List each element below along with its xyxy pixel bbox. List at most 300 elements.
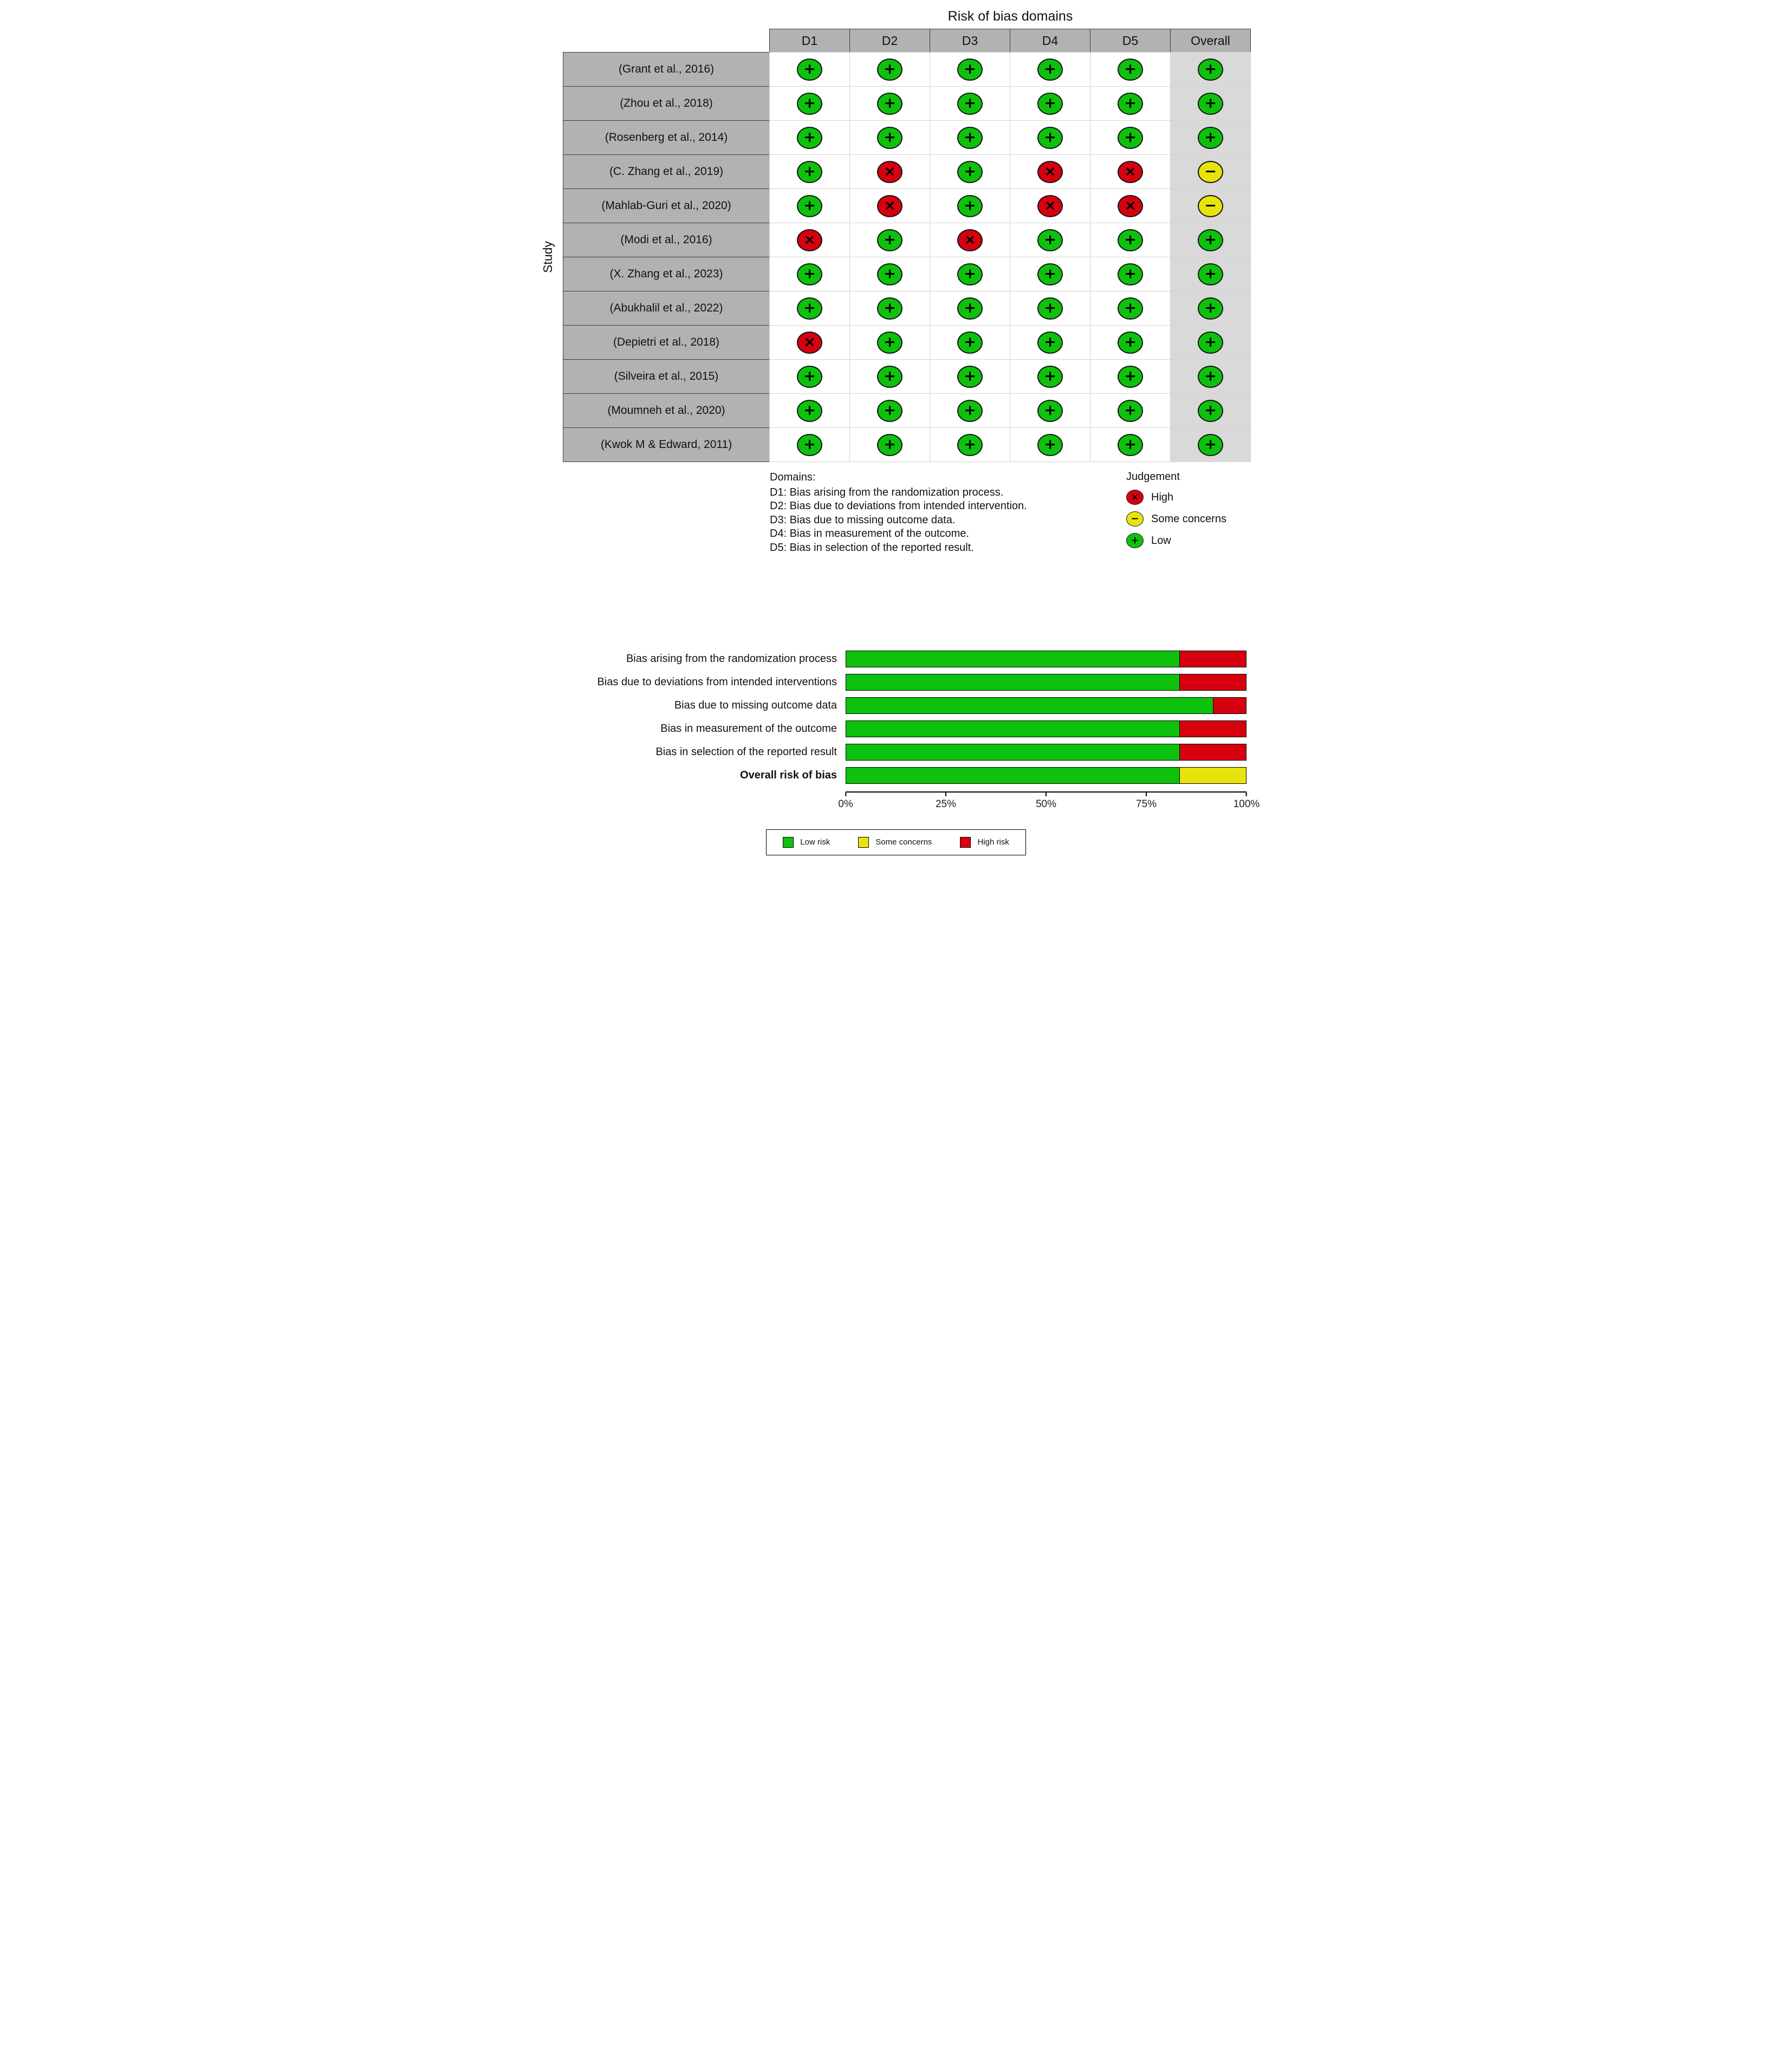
judgement-cell-d4	[1010, 393, 1090, 428]
judgement-symbol: +	[884, 94, 896, 112]
judgement-symbol: +	[1044, 265, 1056, 282]
judgement-symbol: ×	[1124, 163, 1137, 180]
judgement-cell-d2	[849, 86, 930, 121]
judgement-symbol: +	[964, 265, 976, 282]
tick-mark	[1146, 793, 1147, 796]
judgement-low-icon	[1198, 59, 1223, 81]
study-label: (Silveira et al., 2015)	[563, 359, 770, 394]
judgement-low-icon	[1037, 93, 1063, 115]
judgement-cell-overall	[1170, 189, 1251, 223]
judgement-symbol: +	[884, 333, 896, 350]
judgement-cell-d3	[930, 86, 1010, 121]
study-label: (Modi et al., 2016)	[563, 223, 770, 257]
judgement-symbol: +	[1204, 128, 1217, 146]
judgement-symbol: +	[803, 60, 816, 77]
judgement-symbol: +	[1124, 299, 1137, 316]
judgement-cell-d1	[769, 427, 850, 462]
judgement-low-icon	[797, 59, 822, 81]
bar-row-bias-due-to-missing-outcome-data	[536, 694, 1256, 717]
judgement-cell-d3	[930, 189, 1010, 223]
judgement-symbol: ×	[964, 231, 976, 248]
domain-definition: D3: Bias due to missing outcome data.	[770, 514, 956, 526]
stacked-bar	[846, 697, 1246, 714]
judgement-cell-d4	[1010, 291, 1090, 326]
judgement-cell-d1	[769, 154, 850, 189]
judgement-symbol: +	[1204, 401, 1217, 419]
study-label: (Mahlab-Guri et al., 2020)	[563, 189, 770, 223]
judgement-cell-overall	[1170, 52, 1251, 87]
judgement-legend	[1126, 471, 1251, 555]
judgement-symbol: ×	[884, 163, 896, 180]
judgement-cell-d4	[1010, 257, 1090, 291]
judgement-cell-overall	[1170, 427, 1251, 462]
judgement-symbol: +	[1204, 333, 1217, 350]
judgement-cell-overall	[1170, 86, 1251, 121]
legend-item-high-risk	[960, 837, 1009, 848]
judgement-symbol: +	[884, 231, 896, 248]
judgement-symbol: +	[1124, 128, 1137, 146]
judgement-symbol: +	[964, 401, 976, 419]
tick-label: 0%	[838, 798, 853, 810]
judgement-low-icon	[957, 195, 983, 217]
judgement-cell-d3	[930, 393, 1010, 428]
judgement-symbol: +	[1204, 94, 1217, 112]
judgement-cell-d2	[849, 393, 930, 428]
judgement-symbol: +	[803, 265, 816, 282]
judgement-cell-d1	[769, 86, 850, 121]
traffic-light-plot	[536, 7, 1256, 555]
figure-notes	[770, 471, 1251, 555]
judgement-low-icon	[797, 297, 822, 320]
summary-bar-chart	[536, 647, 1260, 855]
judgement-low-icon	[877, 434, 903, 456]
study-label: (Kwok M & Edward, 2011)	[563, 427, 770, 462]
bar-category-label: Bias due to missing outcome data	[674, 699, 837, 711]
stacked-bar	[846, 674, 1246, 691]
judgement-cell-d3	[930, 120, 1010, 155]
judgement-low-icon	[877, 93, 903, 115]
bar-segment-high-risk	[1179, 674, 1246, 690]
judgement-cell-d4	[1010, 325, 1090, 360]
judgement-legend-item	[1126, 511, 1251, 527]
legend-swatch	[960, 837, 971, 848]
x-axis-tick	[1233, 793, 1260, 810]
judgement-low-icon	[957, 127, 983, 149]
tick-mark	[1046, 793, 1047, 796]
judgement-low-icon	[1037, 332, 1063, 354]
judgement-cell-d1	[769, 359, 850, 394]
judgement-high-icon	[957, 229, 983, 251]
study-label: (Rosenberg et al., 2014)	[563, 120, 770, 155]
judgement-symbol: ×	[884, 197, 896, 214]
judgement-low-icon	[797, 161, 822, 183]
legend-swatch	[783, 837, 794, 848]
judgement-low-icon	[877, 263, 903, 285]
judgement-low-icon	[1118, 263, 1143, 285]
study-label: (Grant et al., 2016)	[563, 52, 770, 87]
bar-row-overall-risk-of-bias	[536, 764, 1256, 787]
judgement-legend-label: Low	[1151, 534, 1171, 547]
judgement-legend-item	[1126, 490, 1251, 505]
bar-row-bias-in-selection-of-the-reported-result	[536, 741, 1256, 764]
judgement-cell-d5	[1090, 393, 1171, 428]
judgement-low-icon	[1037, 59, 1063, 81]
stacked-bar	[846, 767, 1246, 784]
bar-segment-high-risk	[1179, 721, 1246, 737]
bar-segment-low-risk	[846, 651, 1179, 667]
judgement-cell-overall	[1170, 393, 1251, 428]
judgement-low-icon	[957, 161, 983, 183]
judgement-cell-d2	[849, 52, 930, 87]
judgement-symbol: +	[884, 128, 896, 146]
judgement-symbol: +	[803, 94, 816, 112]
judgement-cell-d3	[930, 291, 1010, 326]
judgement-low-icon	[957, 332, 983, 354]
domains-note	[770, 471, 1027, 555]
judgement-low-icon	[1037, 263, 1063, 285]
judgement-symbol: +	[884, 436, 896, 453]
judgement-symbol: +	[964, 128, 976, 146]
judgement-low-icon	[1037, 229, 1063, 251]
bar-category-label: Bias arising from the randomization process	[626, 652, 837, 665]
judgement-low-icon	[1198, 263, 1223, 285]
domains-heading: Domains:	[770, 471, 816, 483]
judgement-cell-d1	[769, 223, 850, 257]
judgement-symbol: +	[1044, 367, 1056, 385]
judgement-low-icon	[1037, 434, 1063, 456]
judgement-symbol: ×	[1131, 491, 1139, 503]
judgement-legend-label: High	[1151, 491, 1174, 503]
judgement-symbol: +	[1044, 60, 1056, 77]
judgement-low-icon	[1198, 400, 1223, 422]
x-axis-tick	[838, 793, 853, 810]
judgement-cell-d2	[849, 223, 930, 257]
judgement-symbol: +	[964, 436, 976, 453]
judgement-symbol: +	[1044, 128, 1056, 146]
judgement-low-icon	[877, 229, 903, 251]
judgement-cell-d1	[769, 257, 850, 291]
x-axis	[838, 791, 1260, 815]
judgement-symbol: +	[803, 367, 816, 385]
bar-row-bias-arising-from-the-randomization-process	[536, 647, 1256, 671]
judgement-cell-d5	[1090, 189, 1171, 223]
judgement-symbol: +	[964, 333, 976, 350]
judgement-symbol: +	[884, 299, 896, 316]
judgement-low-icon	[1118, 93, 1143, 115]
tick-mark	[945, 793, 946, 796]
column-header-overall: Overall	[1170, 29, 1251, 53]
judgement-symbol: +	[1131, 534, 1139, 546]
chart-title: Risk of bias domains	[947, 9, 1073, 24]
judgement-low-icon	[1198, 297, 1223, 320]
bar-segment-low-risk	[846, 721, 1179, 737]
judgement-symbol: +	[1124, 94, 1137, 112]
tick-label: 100%	[1233, 798, 1260, 810]
judgement-symbol: +	[1044, 401, 1056, 419]
judgement-symbol: +	[964, 299, 976, 316]
judgement-cell-d3	[930, 257, 1010, 291]
judgement-cell-d3	[930, 52, 1010, 87]
bar-segment-high-risk	[1179, 744, 1246, 760]
judgement-symbol: +	[803, 299, 816, 316]
bar-row-bias-in-measurement-of-the-outcome	[536, 717, 1256, 741]
legend-label: Low risk	[800, 837, 830, 847]
bar-segment-low-risk	[846, 698, 1213, 713]
judgement-cell-overall	[1170, 325, 1251, 360]
tick-label: 50%	[1035, 798, 1057, 810]
judgement-symbol: +	[1044, 299, 1056, 316]
judgement-symbol: +	[803, 128, 816, 146]
judgement-heading: Judgement	[1126, 471, 1180, 483]
judgement-low-icon	[1118, 127, 1143, 149]
column-header-d3: D3	[930, 29, 1010, 53]
x-axis-tick	[1136, 793, 1157, 810]
traffic-light-table-wrap	[536, 29, 1256, 462]
judgement-symbol: +	[1204, 299, 1217, 316]
bar-segment-high-risk	[1213, 698, 1246, 713]
judgement-cell-d2	[849, 325, 930, 360]
judgement-symbol: +	[1124, 367, 1137, 385]
judgement-low-icon	[1198, 366, 1223, 388]
judgement-symbol: +	[884, 265, 896, 282]
judgement-symbol: +	[1204, 231, 1217, 248]
tick-label: 75%	[1135, 798, 1157, 810]
judgement-low-icon	[1118, 400, 1143, 422]
domain-definition: D4: Bias in measurement of the outcome.	[770, 528, 969, 540]
table-corner	[563, 29, 770, 53]
judgement-cell-d2	[849, 359, 930, 394]
judgement-cell-d5	[1090, 154, 1171, 189]
judgement-cell-d3	[930, 154, 1010, 189]
domain-definitions	[770, 486, 1027, 555]
judgement-cell-d4	[1010, 359, 1090, 394]
column-header-d5: D5	[1090, 29, 1171, 53]
judgement-cell-d2	[849, 427, 930, 462]
judgement-cell-d5	[1090, 257, 1171, 291]
stacked-bar	[846, 744, 1246, 761]
judgement-low-icon	[1118, 59, 1143, 81]
judgement-cell-d1	[769, 325, 850, 360]
judgement-cell-d5	[1090, 223, 1171, 257]
judgement-cell-d1	[769, 120, 850, 155]
judgement-legend-label: Some concerns	[1151, 512, 1226, 525]
judgement-symbol: +	[964, 197, 976, 214]
judgement-symbol: +	[964, 367, 976, 385]
x-axis-tick	[1036, 793, 1056, 810]
judgement-low-icon	[957, 93, 983, 115]
judgement-low-icon	[957, 59, 983, 81]
judgement-low-icon	[1198, 332, 1223, 354]
judgement-low-icon	[957, 434, 983, 456]
judgement-symbol: +	[803, 197, 816, 214]
judgement-cell-d5	[1090, 86, 1171, 121]
judgement-cell-d3	[930, 359, 1010, 394]
legend-label: Some concerns	[875, 837, 932, 847]
judgement-cell-d3	[930, 427, 1010, 462]
study-label: (Depietri et al., 2018)	[563, 325, 770, 360]
x-axis-tick	[936, 793, 956, 810]
judgement-low-icon	[957, 400, 983, 422]
domain-definition: D5: Bias in selection of the reported result.	[770, 541, 974, 554]
judgement-cell-d2	[849, 257, 930, 291]
judgement-symbol: ×	[1124, 197, 1137, 214]
judgement-cell-d5	[1090, 291, 1171, 326]
judgement-low-icon	[797, 263, 822, 285]
risk-of-bias-figure	[536, 0, 1260, 872]
judgement-high-icon	[877, 195, 903, 217]
judgement-low-icon	[877, 297, 903, 320]
judgement-cell-d1	[769, 52, 850, 87]
stacked-bar	[846, 720, 1246, 737]
judgement-low-icon	[1118, 366, 1143, 388]
judgement-low-icon	[1118, 297, 1143, 320]
judgement-cell-overall	[1170, 257, 1251, 291]
legend-item-some-concerns	[858, 837, 932, 848]
tick-mark	[845, 793, 846, 796]
stacked-bar	[846, 651, 1246, 667]
judgement-high-icon	[1037, 161, 1063, 183]
bar-chart-legend	[766, 829, 1026, 855]
judgement-symbol: +	[964, 94, 976, 112]
judgement-symbol: +	[803, 163, 816, 180]
judgement-symbol: +	[803, 436, 816, 453]
judgement-legend-item	[1126, 533, 1251, 548]
judgement-cell-d5	[1090, 325, 1171, 360]
judgement-cell-d4	[1010, 223, 1090, 257]
judgement-low-icon	[797, 93, 822, 115]
bar-category-label: Overall risk of bias	[740, 769, 837, 781]
judgement-cell-overall	[1170, 154, 1251, 189]
judgement-legend-items	[1126, 490, 1251, 548]
judgement-high-icon	[1118, 195, 1143, 217]
traffic-light-table	[563, 29, 1256, 462]
judgement-high-icon	[1118, 161, 1143, 183]
judgement-low-icon	[797, 434, 822, 456]
judgement-cell-overall	[1170, 291, 1251, 326]
judgement-cell-d2	[849, 189, 930, 223]
judgement-cell-d2	[849, 291, 930, 326]
judgement-low-icon	[957, 366, 983, 388]
legend-label: High risk	[977, 837, 1009, 847]
judgement-cell-d4	[1010, 52, 1090, 87]
judgement-cell-overall	[1170, 223, 1251, 257]
judgement-symbol: +	[964, 60, 976, 77]
judgement-low-icon	[797, 127, 822, 149]
judgement-symbol: +	[1204, 60, 1217, 77]
judgement-some-icon	[1126, 511, 1144, 527]
judgement-symbol: +	[1044, 231, 1056, 248]
judgement-symbol: +	[1044, 333, 1056, 350]
judgement-cell-d5	[1090, 427, 1171, 462]
judgement-cell-d4	[1010, 86, 1090, 121]
judgement-symbol: −	[1204, 163, 1217, 180]
judgement-symbol: +	[1044, 436, 1056, 453]
domain-definition: D2: Bias due to deviations from intended intervention.	[770, 500, 1027, 512]
judgement-symbol: +	[1044, 94, 1056, 112]
column-header-d1: D1	[769, 29, 850, 53]
bar-segment-some-concerns	[1179, 768, 1246, 783]
judgement-cell-d5	[1090, 52, 1171, 87]
bar-segment-low-risk	[846, 744, 1179, 760]
judgement-low-icon	[1118, 332, 1143, 354]
judgement-symbol: −	[1204, 197, 1217, 214]
bar-category-label: Bias due to deviations from intended interventions	[597, 676, 837, 688]
judgement-cell-d4	[1010, 120, 1090, 155]
legend-item-low-risk	[783, 837, 830, 848]
study-label: (Zhou et al., 2018)	[563, 86, 770, 121]
judgement-symbol: +	[803, 401, 816, 419]
bar-category-label: Bias in selection of the reported result	[655, 745, 837, 758]
bar-category-label: Bias in measurement of the outcome	[660, 722, 837, 735]
column-header-d2: D2	[849, 29, 930, 53]
judgement-symbol: +	[884, 401, 896, 419]
judgement-cell-d4	[1010, 427, 1090, 462]
bar-segment-low-risk	[846, 674, 1179, 690]
y-axis-label: Study	[540, 241, 555, 273]
judgement-symbol: ×	[1044, 163, 1056, 180]
judgement-cell-d4	[1010, 189, 1090, 223]
judgement-low-icon	[957, 297, 983, 320]
judgement-low-icon	[797, 195, 822, 217]
judgement-symbol: +	[884, 367, 896, 385]
judgement-cell-d2	[849, 120, 930, 155]
judgement-low-icon	[1037, 297, 1063, 320]
study-label: (Moumneh et al., 2020)	[563, 393, 770, 428]
judgement-cell-d1	[769, 393, 850, 428]
judgement-symbol: +	[1124, 401, 1137, 419]
bar-segment-low-risk	[846, 768, 1179, 783]
judgement-cell-overall	[1170, 120, 1251, 155]
judgement-low-icon	[957, 263, 983, 285]
judgement-low-icon	[877, 127, 903, 149]
judgement-low-icon	[1037, 366, 1063, 388]
study-label: (C. Zhang et al., 2019)	[563, 154, 770, 189]
judgement-cell-d1	[769, 189, 850, 223]
column-header-d4: D4	[1010, 29, 1090, 53]
judgement-symbol: +	[964, 163, 976, 180]
judgement-symbol: ×	[803, 231, 816, 248]
judgement-low-icon	[1198, 434, 1223, 456]
judgement-symbol: +	[1204, 367, 1217, 385]
judgement-high-icon	[1037, 195, 1063, 217]
legend-swatch	[858, 837, 869, 848]
judgement-low-icon	[1198, 229, 1223, 251]
judgement-high-icon	[877, 161, 903, 183]
judgement-symbol: ×	[1044, 197, 1056, 214]
judgement-low-icon	[877, 59, 903, 81]
judgement-cell-d5	[1090, 359, 1171, 394]
judgement-symbol: +	[1124, 231, 1137, 248]
judgement-low-icon	[877, 332, 903, 354]
judgement-symbol: ×	[803, 333, 816, 350]
judgement-low-icon	[1037, 400, 1063, 422]
judgement-cell-d2	[849, 154, 930, 189]
study-label: (Abukhalil et al., 2022)	[563, 291, 770, 326]
judgement-cell-d4	[1010, 154, 1090, 189]
judgement-cell-d5	[1090, 120, 1171, 155]
judgement-symbol: +	[1124, 265, 1137, 282]
judgement-low-icon	[1198, 93, 1223, 115]
judgement-high-icon	[1126, 490, 1144, 505]
judgement-symbol: +	[1204, 436, 1217, 453]
judgement-symbol: +	[1204, 265, 1217, 282]
bar-segment-high-risk	[1179, 651, 1246, 667]
judgement-low-icon	[1037, 127, 1063, 149]
judgement-low-icon	[797, 400, 822, 422]
judgement-low-icon	[1118, 229, 1143, 251]
study-label: (X. Zhang et al., 2023)	[563, 257, 770, 291]
judgement-low-icon	[877, 400, 903, 422]
